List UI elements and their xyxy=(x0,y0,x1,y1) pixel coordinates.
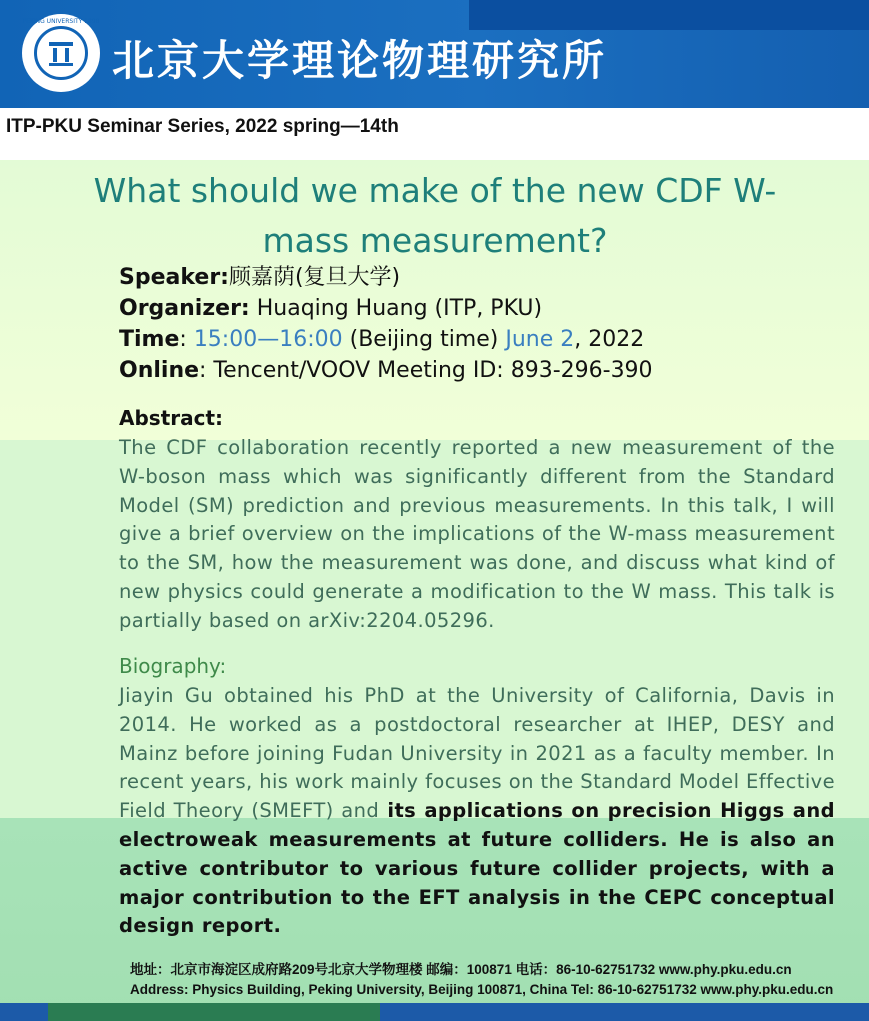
abstract-heading: Abstract: xyxy=(119,406,224,430)
speaker-name: 顾嘉荫(复旦大学) xyxy=(228,265,401,290)
seminar-title: What should we make of the new CDF W-mass measurement? xyxy=(93,171,777,260)
organizer-label: Organizer: xyxy=(119,296,250,321)
footer-address-en: Address: Physics Building, Peking University, Beijing 100871, China Tel: 86-10-62751732 www.phy.pku.edu.cn xyxy=(130,982,834,997)
footer-address-cn: 地址：北京市海淀区成府路209号北京大学物理楼 邮编：100871 电话：86-10-62751732 www.phy.pku.edu.cn xyxy=(130,962,792,977)
time-range: 15:00—16:00 xyxy=(193,327,343,352)
seal-glyph-icon xyxy=(44,36,78,70)
date-year: , 2022 xyxy=(574,327,645,352)
biography-text-part2: its applications on precision Higgs and electroweak measurements at future colliders. He is also an active contributor to various future collider projects, with a major contribution to the EFT analysis in the CEPC conceptual design report. xyxy=(119,799,835,938)
time-line xyxy=(119,324,653,355)
organizer-line xyxy=(119,293,653,324)
header-banner xyxy=(0,0,869,108)
logo-seal-text: PEKING UNIVERSITY 1898 xyxy=(22,18,100,25)
peking-university-logo xyxy=(22,14,100,92)
time-label: Time xyxy=(119,327,180,352)
organizer-name: Huaqing Huang (ITP, PKU) xyxy=(249,296,543,321)
time-zone: (Beijing time) xyxy=(342,327,506,352)
date-month: June 2 xyxy=(505,327,575,352)
seminar-series-label: ITP-PKU Seminar Series, 2022 spring—14th xyxy=(6,116,399,137)
online-line xyxy=(119,355,653,386)
speaker-label: Speaker: xyxy=(119,265,229,290)
institute-name: 北京大学理论物理研究所 xyxy=(112,36,608,85)
abstract-text: The CDF collaboration recently reported a new measurement of the W-boson mass which was significantly different from the Standard Model (SM) prediction and previous measurements. In this talk, I will give a brief overview on the implications of the W-mass measurement to the SM, how the measurement was done, and discuss what kind of new physics could generate a modification to the W mass. This talk is partially based on arXiv:2204.05296. xyxy=(119,436,835,632)
bottom-strip xyxy=(0,1003,869,1021)
online-label: Online xyxy=(119,358,200,383)
biography-heading: Biography: xyxy=(119,654,227,678)
speaker-line xyxy=(119,262,653,293)
time-colon: : xyxy=(179,327,194,352)
biography-text xyxy=(119,682,835,941)
logo-inner-ring xyxy=(34,26,88,80)
meeting-id: : Tencent/VOOV Meeting ID: 893-296-390 xyxy=(199,358,653,383)
bottom-strip-accent xyxy=(48,1003,380,1021)
footer-address xyxy=(130,960,833,1000)
biography-text-part1: Jiayin Gu obtained his PhD at the University of California, Davis in 2014. He worked as a postdoctoral researcher at IHEP, DESY and Mainz before joining Fudan University in 2021 as a faculty member. In recent years, his work mainly focuses on the Standard Model Effective Field Theory (SMEFT) and xyxy=(119,684,835,823)
seminar-info xyxy=(119,262,653,386)
